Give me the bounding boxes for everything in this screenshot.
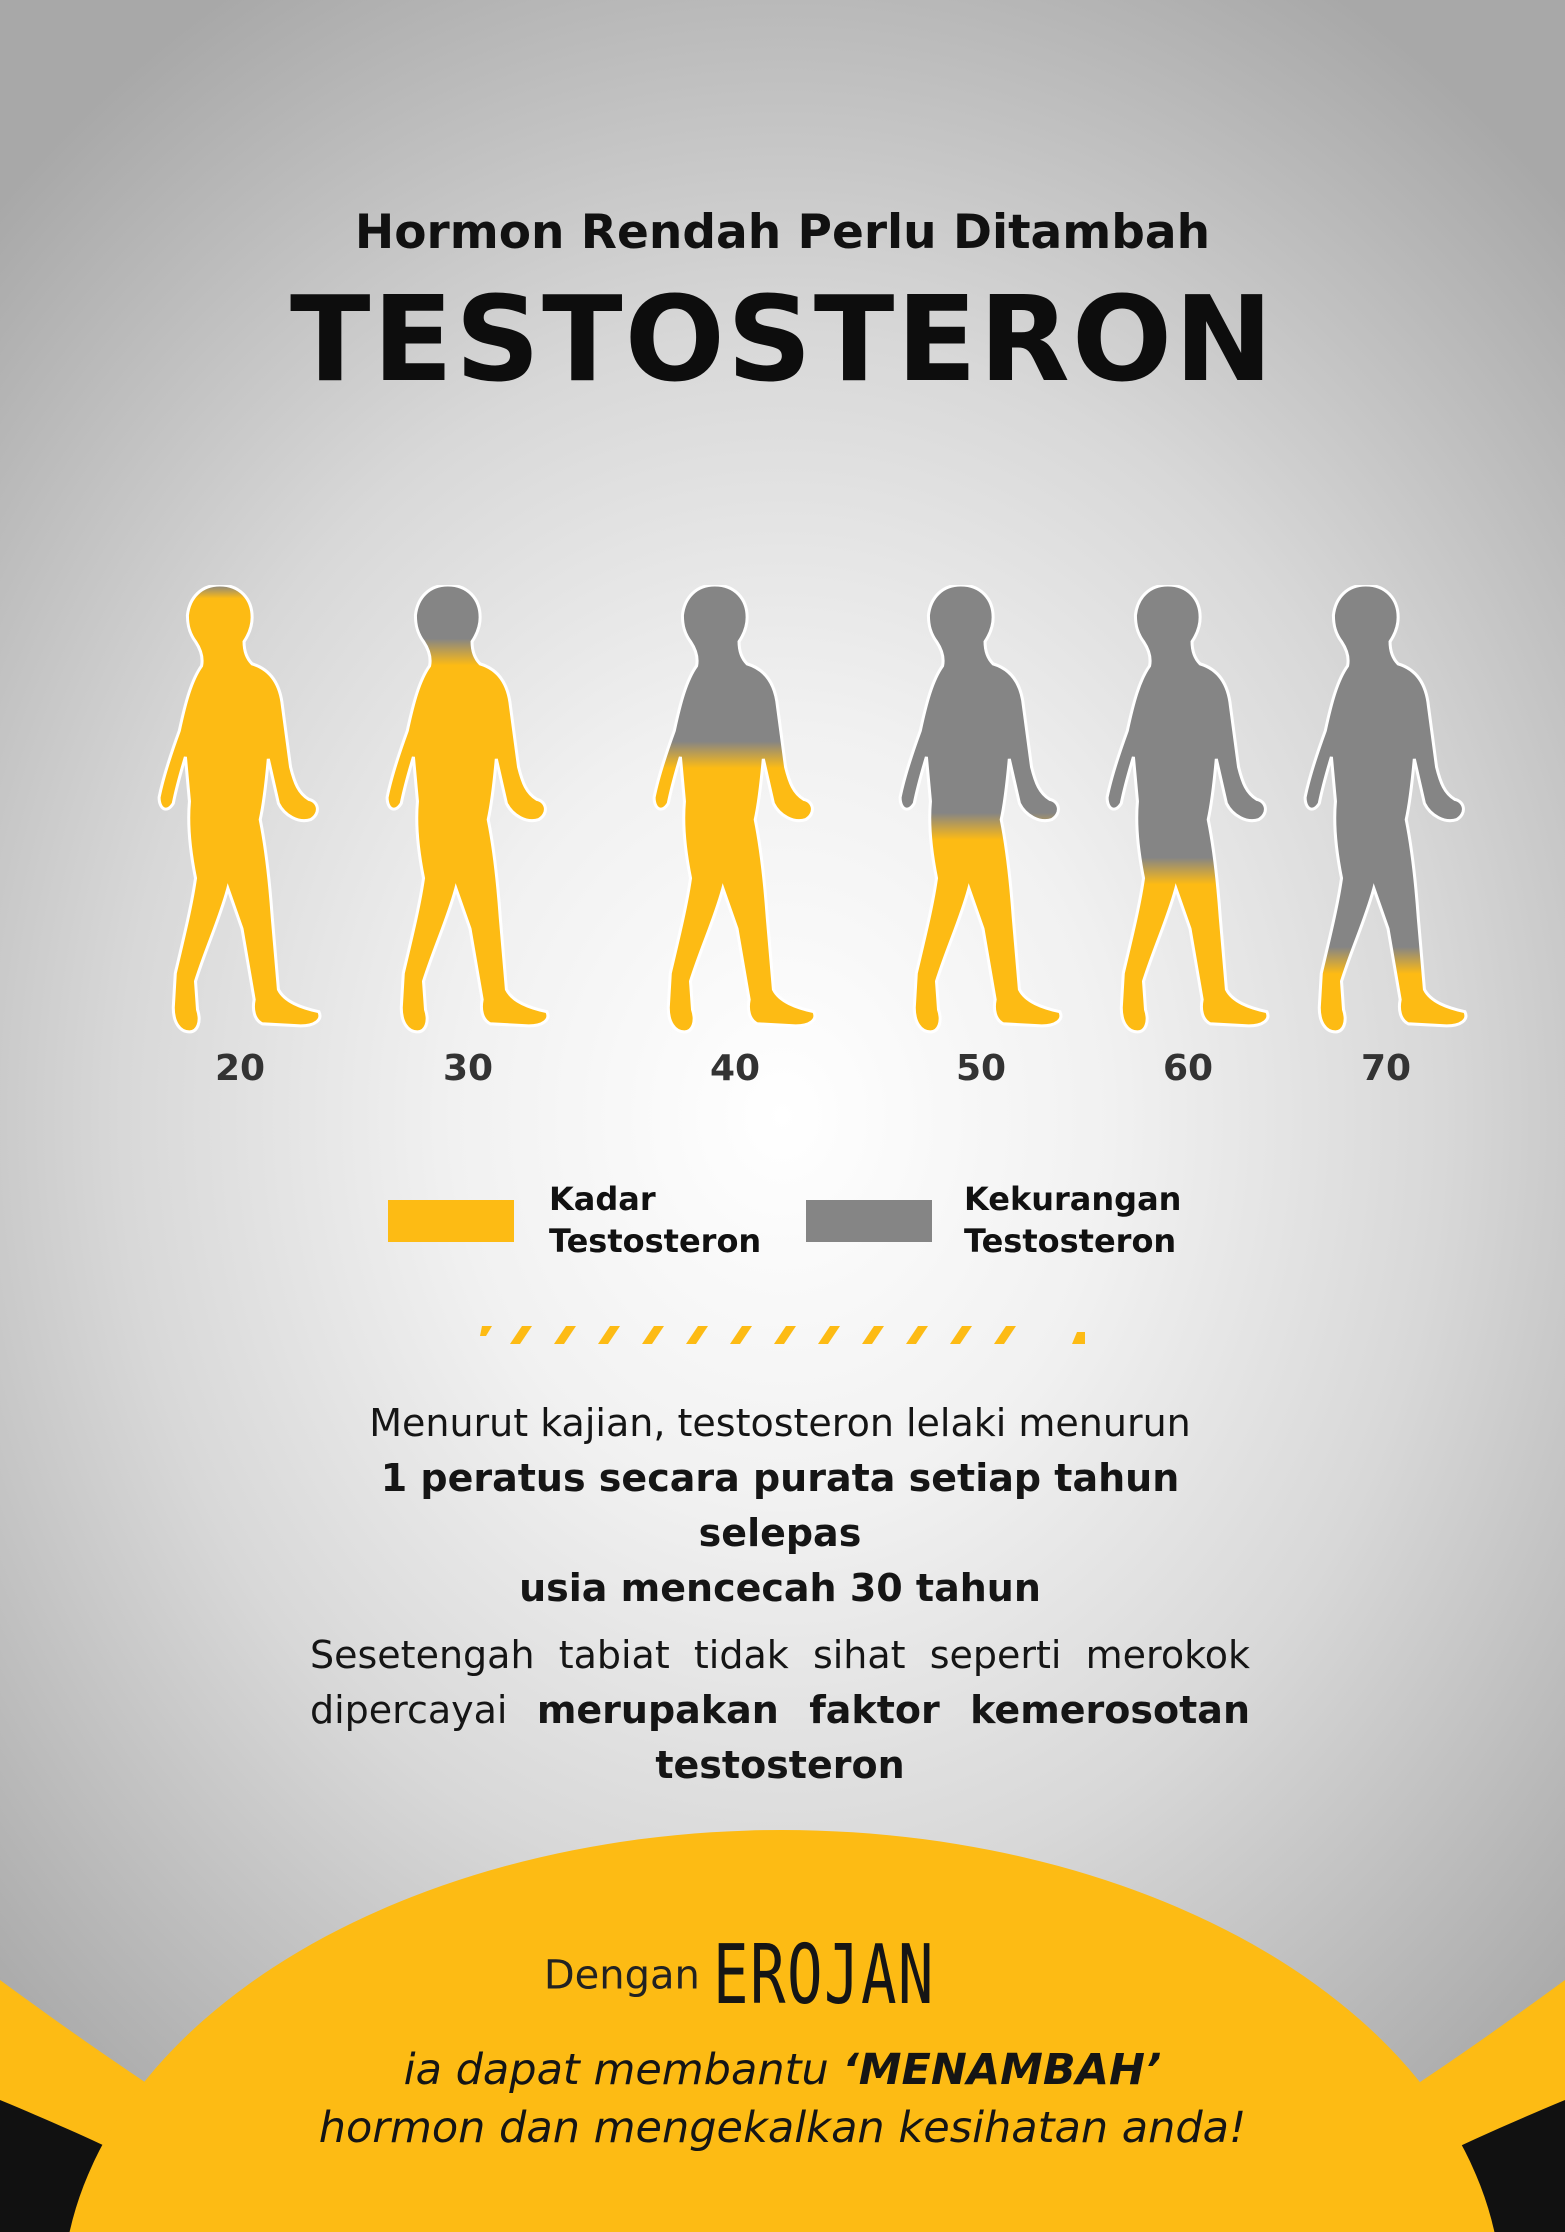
- age-label: 40: [709, 1048, 761, 1089]
- age-label: 60: [1162, 1048, 1214, 1089]
- figures-illustration: [0, 570, 1565, 1050]
- age-label: 20: [214, 1048, 266, 1089]
- walking-figure-30: [387, 585, 548, 1032]
- legend-swatch-level: [388, 1200, 514, 1242]
- cta-line-3: hormon dan mengekalkan kesihatan anda!: [318, 2103, 1247, 2153]
- age-label: 30: [442, 1048, 494, 1089]
- walking-figure-60: [1107, 585, 1268, 1032]
- cta-brand-line: Dengan EROJAN: [543, 1928, 935, 2023]
- legend-swatch-lack: [806, 1200, 932, 1242]
- brand-logo: EROJAN: [712, 1928, 935, 2023]
- study-paragraph: Menurut kajian, testosteron lelaki menurun 1 peratus secara purata setiap tahun selepas usia mencecah 30 tahun: [369, 1401, 1191, 1610]
- poster-subtitle: Hormon Rendah Perlu Ditambah: [354, 205, 1211, 260]
- cta-line-2: ia dapat membantu ‘MENAMBAH’: [403, 2045, 1162, 2095]
- legend-label-lack: Kekurangan Testosteron: [964, 1180, 1182, 1260]
- walking-figure-20: [159, 585, 320, 1032]
- walking-figure-50: [900, 585, 1061, 1032]
- legend-label-level: Kadar Testosteron: [549, 1180, 762, 1260]
- hazard-divider: [480, 1326, 1085, 1346]
- poster-title: TESTOSTERON: [290, 270, 1275, 408]
- age-label: 50: [955, 1048, 1007, 1089]
- habits-paragraph: Sesetengah tabiat tidak sihat seperti merokok dipercayai merupakan faktor kemerosotan testosteron: [310, 1633, 1250, 1787]
- bottom-arc-background: [0, 1830, 1565, 2232]
- walking-figure-70: [1305, 585, 1466, 1032]
- walking-figure-40: [654, 585, 815, 1032]
- age-label: 70: [1360, 1048, 1412, 1089]
